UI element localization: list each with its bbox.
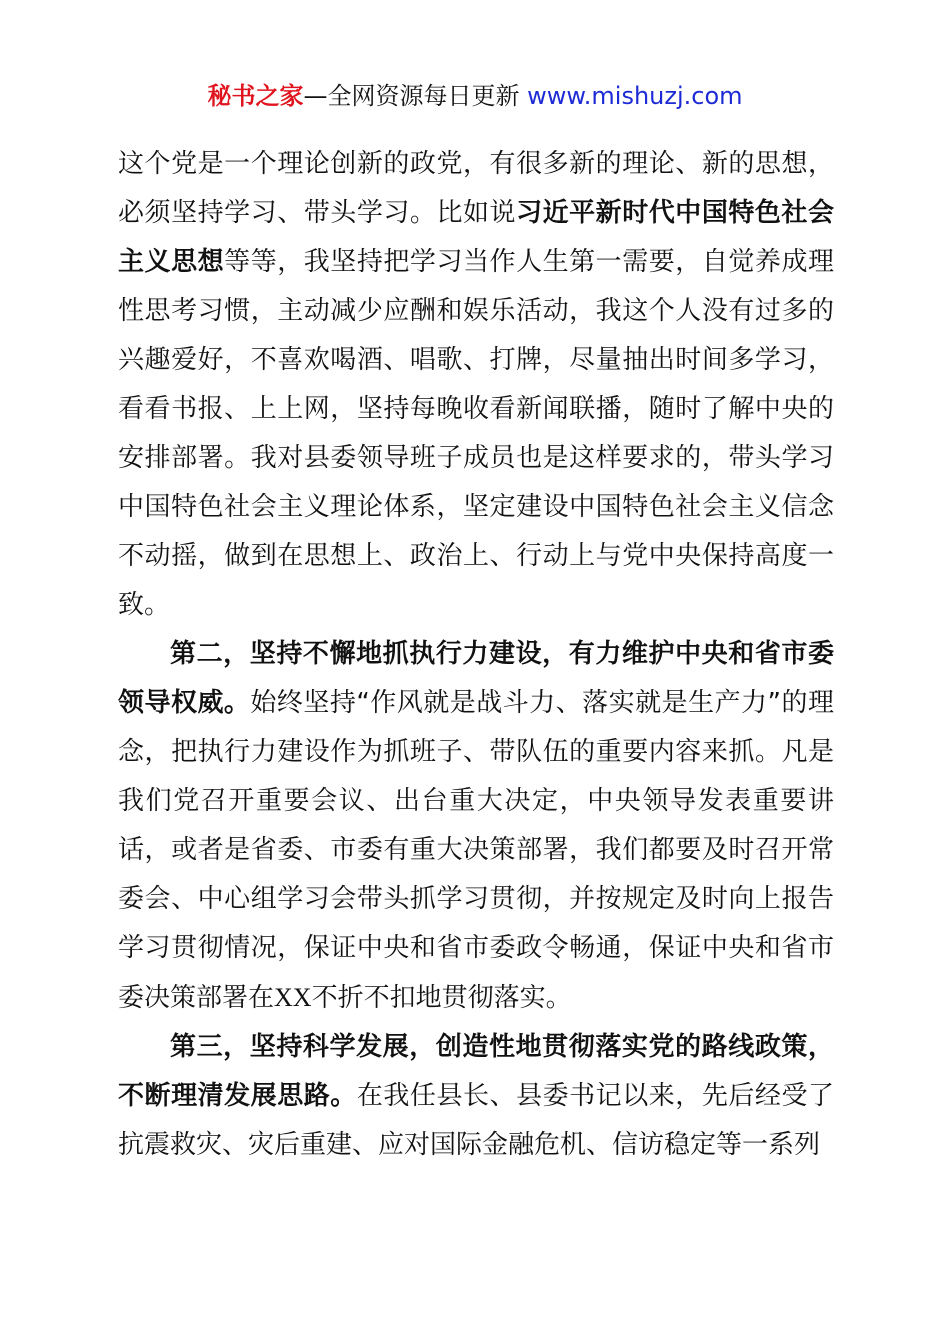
paragraph-1-text-a: 这个党是一个理论创新的政党，有很多新的理论、新的思想，必须坚持学习、带头学习。比如说	[118, 149, 834, 228]
paragraph-2-text-a: 始终坚持“作风就是战斗力、落实就是生产力”的理念，把执行力建设作为抓班子、带队伍的重要内容来抓。凡是我们党召开重要会议、出台重大决定，中央领导发表重要讲话，或者是省委、市委有重大决策部署，我们都要及时召开常委会、中心组学习会带头抓学习贯彻，并按规定及时向上报告学习贯彻情况，保证中央和省市委政令畅通，保证中央和省市委决策部署在	[118, 688, 834, 1013]
brand-name: 秘书之家	[207, 82, 304, 110]
paragraph-3-text: 在我任县长、县委书记以来，先后经受了抗震救灾、灾后重建、应对国际金融危机、信访稳定等一系列	[118, 1081, 834, 1160]
paragraph-2-placeholder: XX	[274, 983, 312, 1012]
paragraph-1-text-b: 等等，我坚持把学习当作人生第一需要，自觉养成理性思考习惯，主动减少应酬和娱乐活动，我这个人没有过多的兴趣爱好，不喜欢喝酒、唱歌、打牌，尽量抽出时间多学习，看看书报、上上网，坚持每晚收看新闻联播，随时了解中央的安排部署。我对县委领导班子成员也是这样要求的，带头学习中国特色社会主义理论体系，坚定建设中国特色社会主义信念不动摇，做到在思想上、政治上、行动上与党中央保持高度一致。	[118, 247, 834, 620]
paragraph-2	[118, 630, 834, 1023]
paragraph-1	[118, 140, 834, 630]
header-tagline: —全网资源每日更新	[303, 82, 528, 110]
paragraph-2-text-b: 不折不扣地贯彻落实。	[311, 983, 572, 1013]
document-body	[118, 140, 834, 1170]
paragraph-3-heading: 第三，坚持科学发展，创造性地贯彻落实党的路线政策，不断理清发展思路。	[118, 1032, 834, 1111]
paragraph-3	[118, 1023, 834, 1170]
paragraph-2-heading: 第二，坚持不懈地抓执行力建设，有力维护中央和省市委领导权威。	[118, 639, 834, 718]
page-header	[0, 78, 950, 114]
site-url-link[interactable]: www.mishuzj.com	[527, 82, 743, 110]
paragraph-1-emphasis: 习近平新时代中国特色社会主义思想	[118, 198, 834, 277]
